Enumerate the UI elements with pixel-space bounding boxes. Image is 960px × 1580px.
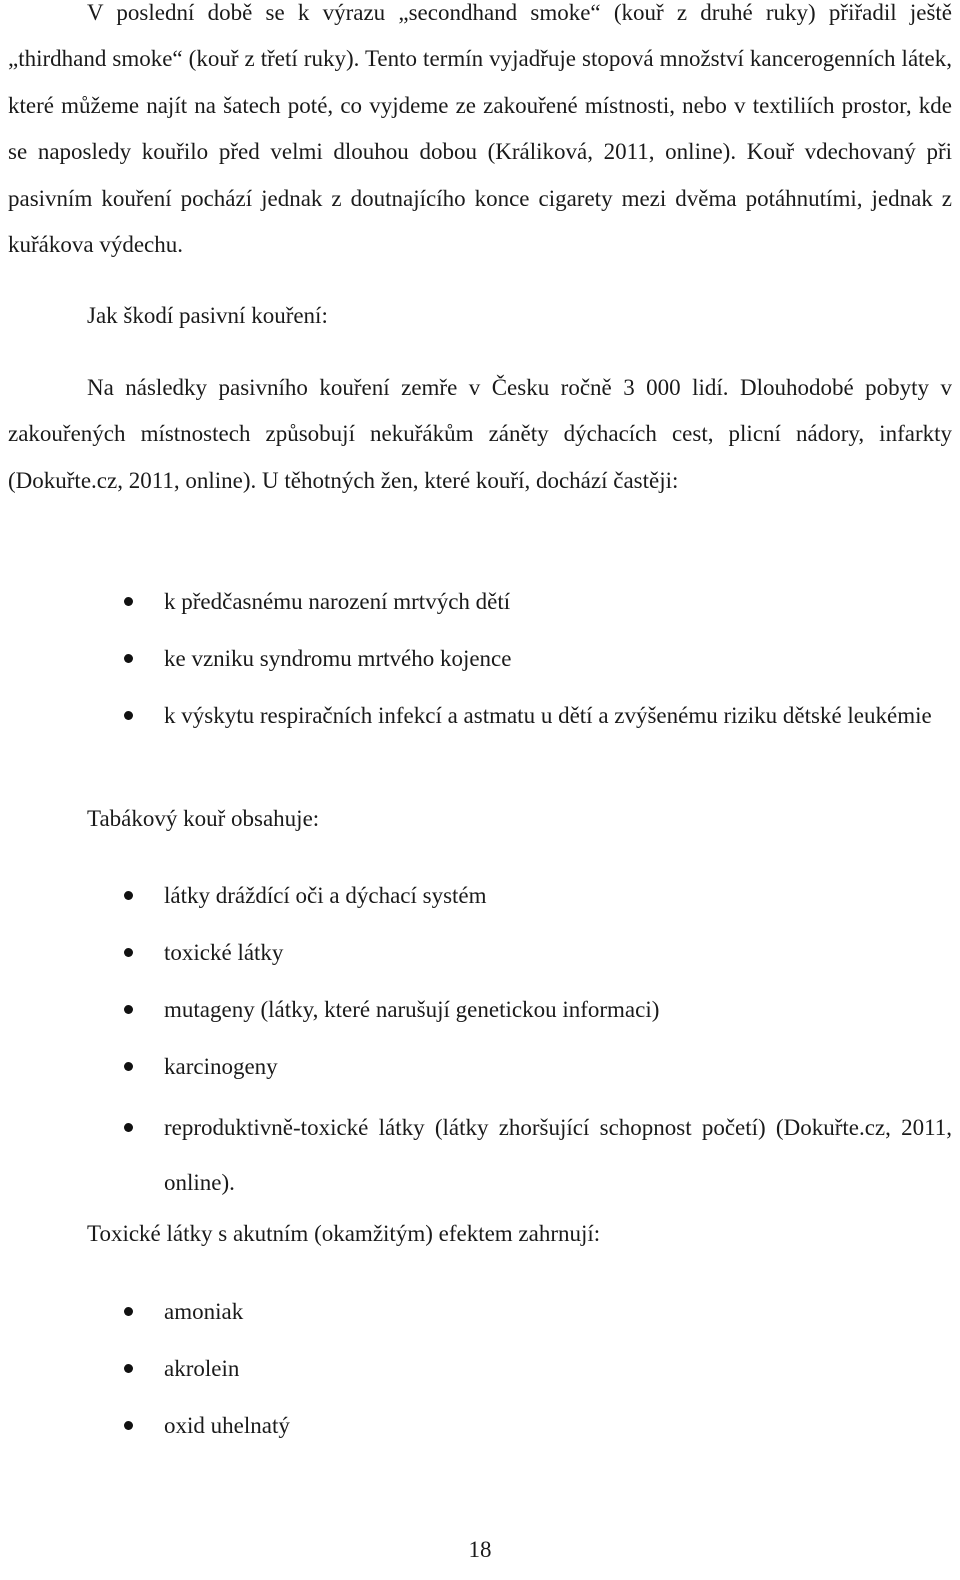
list-item: látky dráždící oči a dýchací systém bbox=[0, 872, 960, 919]
paragraph-thirdhand-smoke: V poslední době se k výrazu „secondhand smoke“ (kouř z druhé ruky) přiřadil ještě „thirdhand smoke“ (kouř z třetí ruky). Tento termín vyjadřuje stopová množství kancerogenních látek, které můžeme najít na šatech poté, co vyjdeme ze zakouřené místnosti, nebo v textiliích prostor, kde se naposledy kouřilo před velmi dlouhou dobou (Králiková, 2011, online). Kouř vdechovaný při pasivním kouření pochází jednak z doutnajícího konce cigarety mezi dvěma potáhnutími, jednak z kuřákova výdechu. bbox=[8, 0, 952, 258]
list-item: akrolein bbox=[0, 1345, 960, 1392]
list-item: oxid uhelnatý bbox=[0, 1402, 960, 1449]
page-number: 18 bbox=[468, 1537, 492, 1562]
bullet-icon bbox=[124, 1421, 133, 1430]
bullet-icon bbox=[124, 948, 133, 957]
bullet-icon bbox=[124, 1364, 133, 1373]
bullet-icon bbox=[124, 891, 133, 900]
bullet-icon bbox=[124, 1307, 133, 1316]
heading-passive-smoking-harm: Jak škodí pasivní kouření: bbox=[87, 303, 328, 328]
heading-tobacco-smoke: Tabákový kouř obsahuje: bbox=[87, 806, 320, 831]
bullet-icon bbox=[124, 1062, 133, 1071]
list-pregnancy-effects bbox=[0, 578, 960, 739]
bullet-icon bbox=[124, 711, 133, 720]
list-item: reproduktivně-toxické látky (látky zhoršující schopnost početí) (Dokuřte.cz, 2011, online). bbox=[0, 1100, 960, 1210]
list-smoke-contents bbox=[0, 872, 960, 1210]
list-toxic-substances bbox=[0, 1288, 960, 1449]
list-item: mutageny (látky, které narušují genetickou informaci) bbox=[0, 986, 960, 1033]
list-item: karcinogeny bbox=[0, 1043, 960, 1090]
bullet-icon bbox=[124, 597, 133, 606]
paragraph-passive-smoking-effects: Na následky pasivního kouření zemře v Česku ročně 3 000 lidí. Dlouhodobé pobyty v zakouřených místnostech způsobují nekuřákům záněty dýchacích cest, plicní nádory, infarkty (Dokuřte.cz, 2011, online). U těhotných žen, které kouří, dochází častěji: bbox=[8, 375, 952, 493]
list-item: ke vzniku syndromu mrtvého kojence bbox=[0, 635, 960, 682]
bullet-icon bbox=[124, 1005, 133, 1014]
list-item: k výskytu respiračních infekcí a astmatu u dětí a zvýšenému riziku dětské leukémie bbox=[0, 692, 960, 739]
list-item: amoniak bbox=[0, 1288, 960, 1335]
bullet-icon bbox=[124, 1123, 133, 1132]
heading-toxic-substances: Toxické látky s akutním (okamžitým) efektem zahrnují: bbox=[87, 1221, 601, 1246]
list-item: toxické látky bbox=[0, 929, 960, 976]
bullet-icon bbox=[124, 654, 133, 663]
list-item: k předčasnému narození mrtvých dětí bbox=[0, 578, 960, 625]
